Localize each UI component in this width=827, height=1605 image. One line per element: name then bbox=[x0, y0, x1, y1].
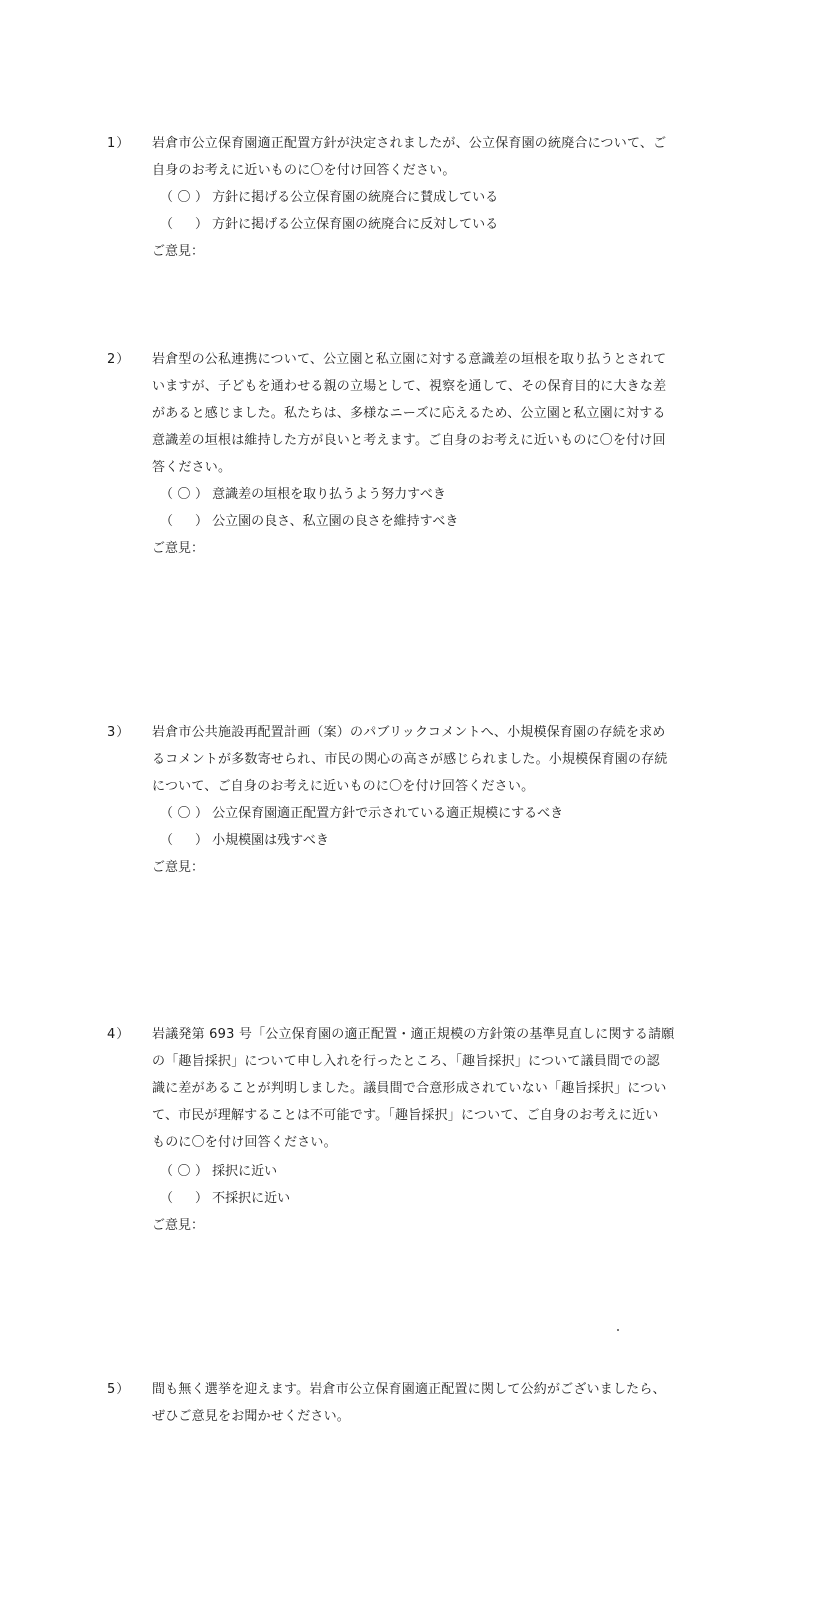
question-line: ものに〇を付け回答ください。 bbox=[152, 1135, 337, 1150]
answer-option-near-reject[interactable]: （ ） 不採択に近い bbox=[160, 1191, 291, 1206]
question-line: 岩倉型の公私連携について、公立園と私立園に対する意識差の垣根を取り払うとされて bbox=[152, 352, 667, 367]
question-line: ぜひご意見をお聞かせください。 bbox=[152, 1409, 351, 1424]
question-number: 3） bbox=[107, 725, 131, 740]
question-number: 2） bbox=[107, 352, 131, 367]
question-line: があると感じました。私たちは、多様なニーズに応えるため、公立園と私立園に対する bbox=[152, 406, 666, 421]
option-text: 意識差の垣根を取り払うよう努力すべき bbox=[212, 487, 446, 502]
question-line: 岩倉市公共施設再配置計画（案）のパブリックコメントへ、小規模保育園の存続を求め bbox=[152, 725, 666, 740]
question-line: 識に差があることが判明しました。議員間で合意形成されていない「趣旨採択」につい bbox=[152, 1081, 667, 1096]
question-text bbox=[152, 130, 697, 184]
answer-mark: 〇 bbox=[177, 806, 191, 821]
answer-mark: 〇 bbox=[177, 1164, 191, 1179]
question-text bbox=[152, 1021, 697, 1156]
question-line: 岩倉市公立保育園適正配置方針が決定されましたが、公立保育園の統廃合について、ご bbox=[152, 136, 667, 151]
answer-mark: 〇 bbox=[177, 487, 191, 502]
answer-option-remove-barrier[interactable]: （ 〇 ） 意識差の垣根を取り払うよう努力すべき bbox=[160, 481, 446, 508]
question-line: 岩議発第 693 号「公立保育園の適正配置・適正規模の方針策の基準見直しに関する請願 bbox=[152, 1027, 675, 1042]
question-line: について、ご自身のお考えに近いものに〇を付け回答ください。 bbox=[152, 779, 535, 794]
opinion-label: ご意見： bbox=[152, 244, 205, 259]
option-text: 不採択に近い bbox=[212, 1191, 291, 1206]
opinion-label: ご意見： bbox=[152, 541, 205, 556]
question-line: 間も無く選挙を迎えます。岩倉市公立保育園適正配置に関して公約がございましたら、 bbox=[152, 1382, 666, 1397]
question-line: 答ください。 bbox=[152, 460, 232, 475]
option-text: 方針に掲げる公立保育園の統廃合に反対している bbox=[212, 217, 499, 232]
question-line: るコメントが多数寄せられ、市民の関心の高さが感じられました。小規模保育園の存続 bbox=[152, 752, 668, 767]
answer-option-keep-barrier[interactable]: （ ） 公立園の良さ、私立園の良さを維持すべき bbox=[160, 514, 459, 529]
question-number: 1） bbox=[107, 136, 131, 151]
opinion-label: ご意見： bbox=[152, 1218, 205, 1233]
answer-option-near-adopt[interactable]: （ 〇 ） 採択に近い bbox=[160, 1158, 277, 1185]
question-line: 自身のお考えに近いものに〇を付け回答ください。 bbox=[152, 163, 456, 178]
answer-mark: 〇 bbox=[177, 190, 191, 205]
opinion-label: ご意見： bbox=[152, 860, 205, 875]
question-text bbox=[152, 346, 697, 481]
question-line: の「趣旨採択」について申し入れを行ったところ、「趣旨採択」について議員間での認 bbox=[152, 1054, 660, 1069]
answer-option-oppose[interactable]: （ ） 方針に掲げる公立保育園の統廃合に反対している bbox=[160, 217, 499, 232]
option-text: 公立保育園適正配置方針で示されている適正規模にするべき bbox=[212, 806, 564, 821]
question-number: 4） bbox=[107, 1027, 131, 1042]
scan-speck bbox=[617, 1329, 619, 1331]
option-text: 公立園の良さ、私立園の良さを維持すべき bbox=[212, 514, 459, 529]
answer-option-agree[interactable]: （ 〇 ） 方針に掲げる公立保育園の統廃合に賛成している bbox=[160, 184, 498, 211]
question-line: て、市民が理解することは不可能です。「趣旨採択」について、ご自身のお考えに近い bbox=[152, 1108, 659, 1123]
question-line: 意識差の垣根は維持した方が良いと考えます。ご自身のお考えに近いものに〇を付け回 bbox=[152, 433, 666, 448]
question-text bbox=[152, 719, 697, 800]
answer-option-keep-small[interactable]: （ ） 小規模園は残すべき bbox=[160, 833, 329, 848]
answer-option-appropriate-scale[interactable]: （ 〇 ） 公立保育園適正配置方針で示されている適正規模にするべき bbox=[160, 800, 563, 827]
question-text bbox=[152, 1376, 697, 1430]
option-text: 小規模園は残すべき bbox=[212, 833, 329, 848]
question-line: いますが、子どもを通わせる親の立場として、視察を通して、その保育目的に大きな差 bbox=[152, 379, 667, 394]
option-text: 方針に掲げる公立保育園の統廃合に賛成している bbox=[212, 190, 499, 205]
question-number: 5） bbox=[107, 1382, 131, 1397]
option-text: 採択に近い bbox=[212, 1164, 278, 1179]
